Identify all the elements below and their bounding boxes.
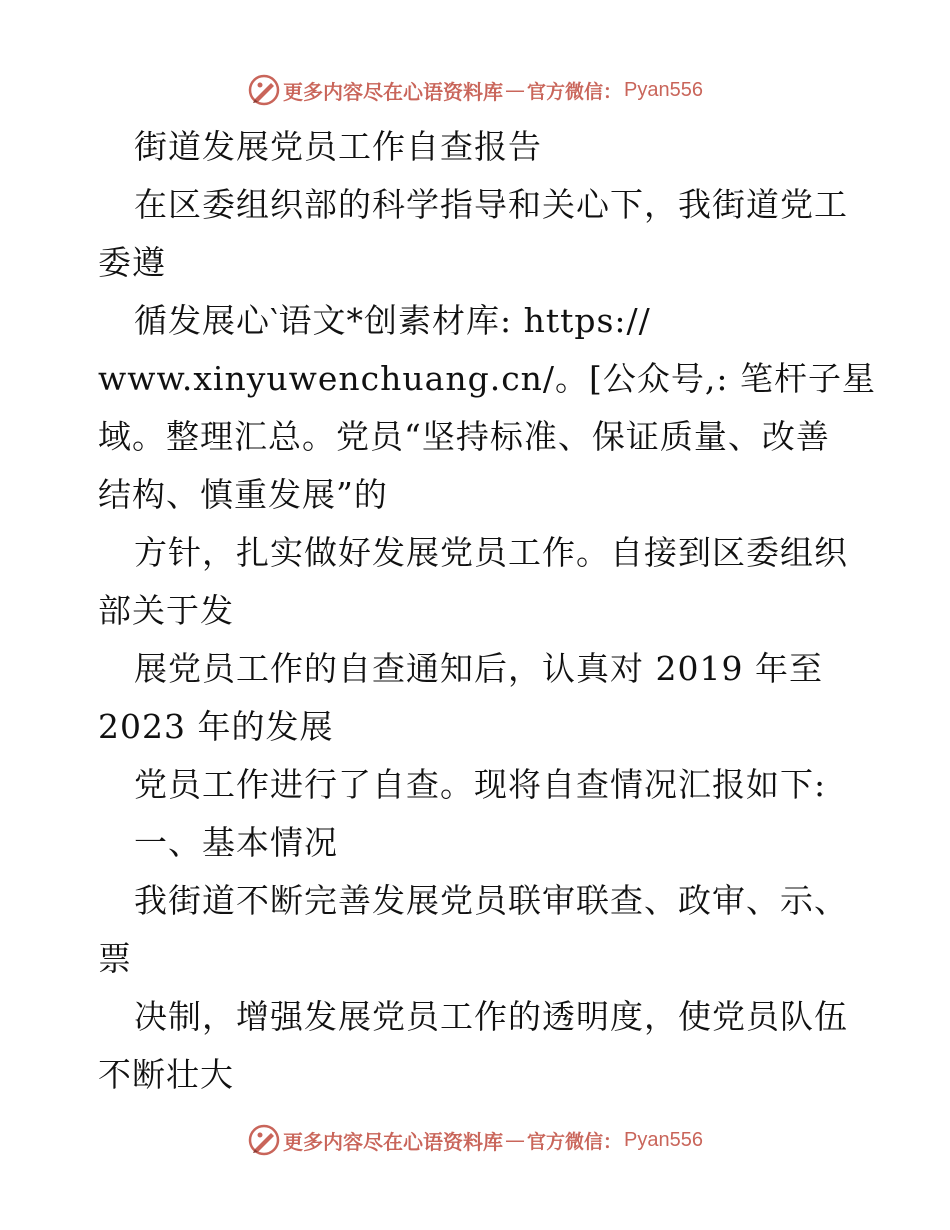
banner-wechat-id: Pyan556 xyxy=(624,1128,703,1151)
banner-wechat-label: 官方微信： xyxy=(527,1130,623,1153)
banner-text: 更多内容尽在心语资料库 xyxy=(283,1129,503,1154)
paragraph-line: 部关于发 xyxy=(98,591,234,630)
paragraph-line: 委遵 xyxy=(98,243,166,282)
document-title: 街道发展党员工作自查报告 xyxy=(134,127,542,166)
paragraph-line: 在区委组织部的科学指导和关心下，我街道党工 xyxy=(134,185,848,224)
paragraph-line: 域。整理汇总。党员“坚持标准、保证质量、改善 xyxy=(98,417,830,456)
section-heading: 一、基本情况 xyxy=(134,823,338,862)
banner-dash: — xyxy=(505,1128,525,1152)
paragraph-line: 2023 年的发展 xyxy=(98,707,334,746)
header-banner xyxy=(0,70,950,110)
banner-text: 更多内容尽在心语资料库 xyxy=(283,79,503,104)
paragraph-line: www.xinyuwenchuang.cn/。[公众号,: 笔杆子星 xyxy=(98,359,877,398)
banner-wechat-id: Pyan556 xyxy=(624,78,703,101)
paragraph-line: 不断壮大 xyxy=(98,1055,234,1094)
quill-pen-logo-icon xyxy=(247,1123,281,1157)
footer-banner xyxy=(0,1120,950,1160)
banner-wechat-label: 官方微信： xyxy=(527,80,623,103)
banner-dash: — xyxy=(505,78,525,102)
paragraph-line: 结构、慎重发展”的 xyxy=(98,475,388,514)
paragraph-line: 循发展心‵语文*创素材库: https:// xyxy=(134,301,651,340)
quill-pen-logo-icon xyxy=(247,73,281,107)
paragraph-line: 方针，扎实做好发展党员工作。自接到区委组织 xyxy=(134,533,848,572)
paragraph-line: 展党员工作的自查通知后，认真对 2019 年至 xyxy=(134,649,823,688)
paragraph-line: 票 xyxy=(98,939,132,978)
paragraph-line: 我街道不断完善发展党员联审联查、政审、示、 xyxy=(134,881,848,920)
paragraph-line: 党员工作进行了自查。现将自查情况汇报如下: xyxy=(134,765,827,804)
paragraph-line: 决制，增强发展党员工作的透明度，使党员队伍 xyxy=(134,997,848,1036)
